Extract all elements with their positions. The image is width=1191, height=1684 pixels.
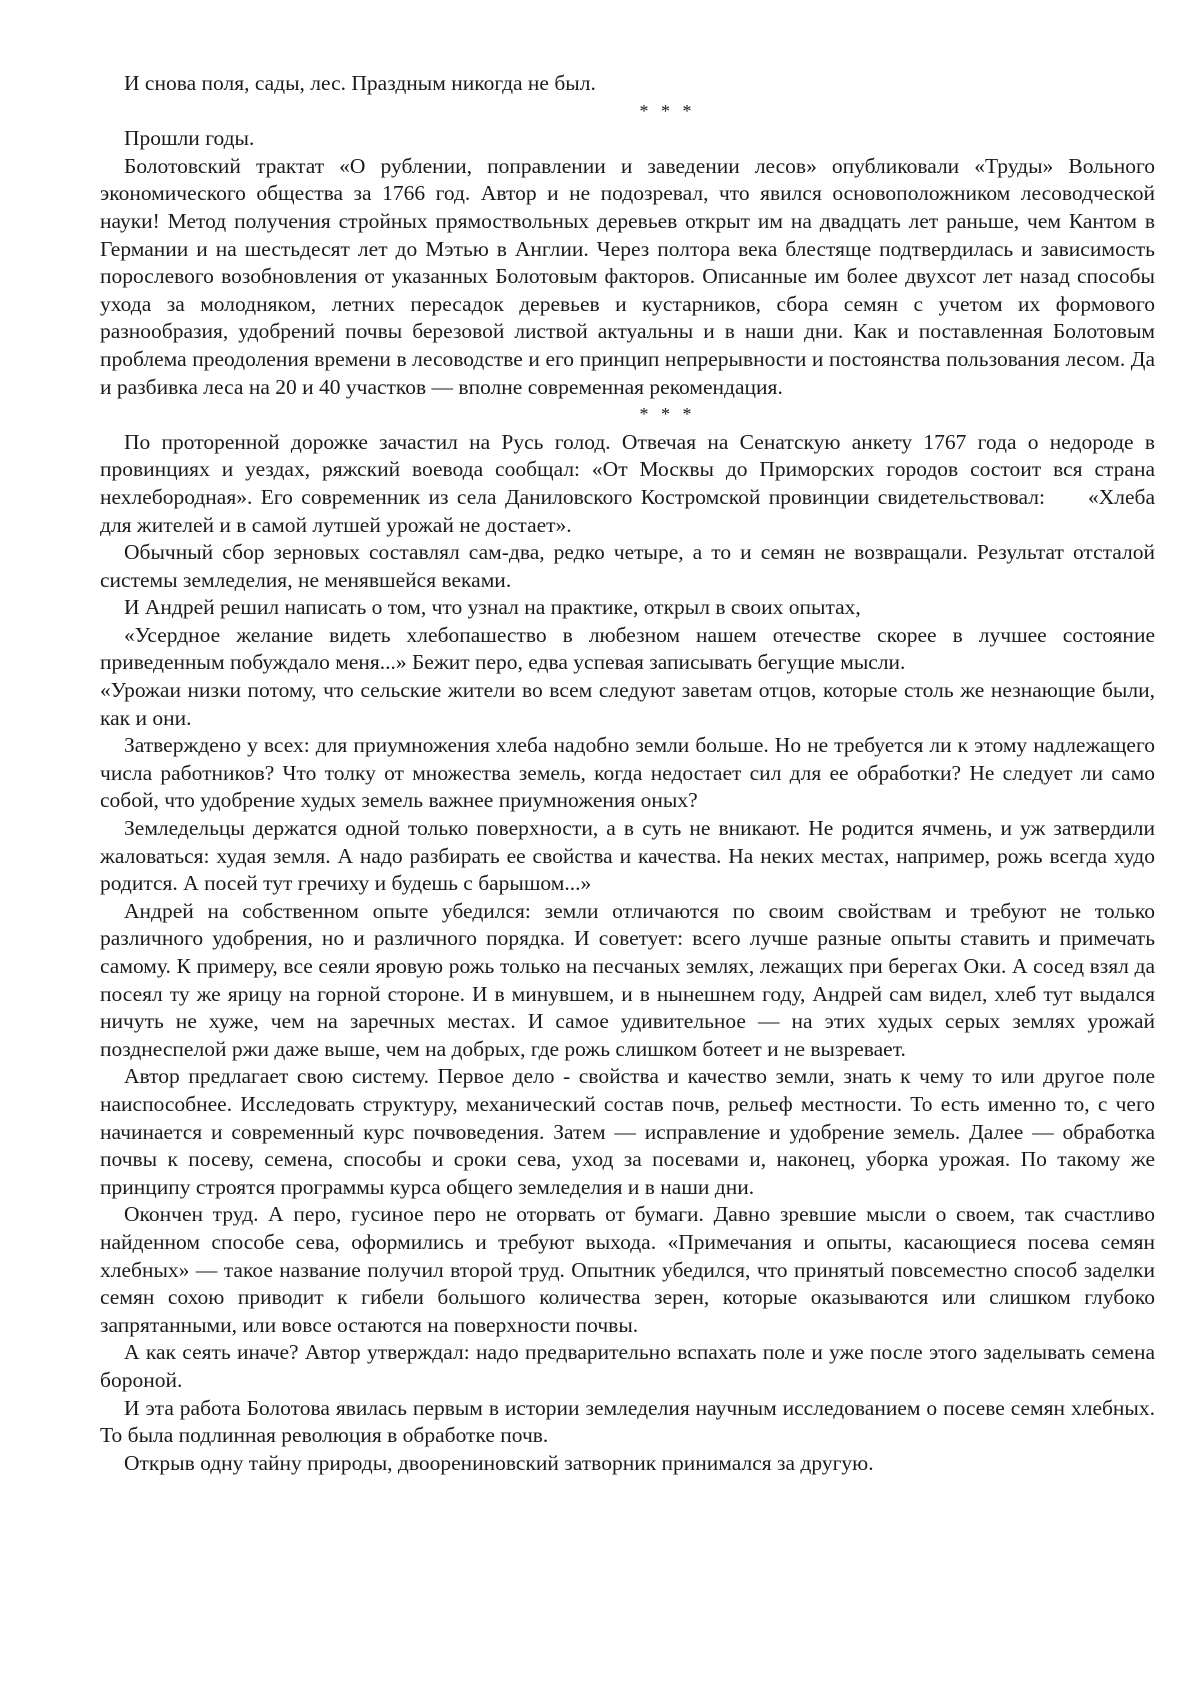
paragraph: Окончен труд. А перо, гусиное перо не оторвать от бумаги. Давно зревшие мысли о своем, так счастливо найденном способе сева, оформились и требуют выхода. «Примечания и опыты, касающиеся посева семян хлебных» — такое название получил второй труд. Опытник убедился, что принятый повсеместно способ заделки семян сохою приводит к гибели большого количества зерен, которые оказываются или слишком глубоко запрятанными, или вовсе остаются на поверхности почвы. xyxy=(100,1202,1155,1337)
paragraph: Открыв одну тайну природы, двоорениновский затворник принимался за другую. xyxy=(124,1450,874,1475)
paragraph: И эта работа Болотова явилась первым в истории земледелия научным исследованием о посеве семян хлебных. То была подлинная революция в обработке почв. xyxy=(100,1395,1155,1448)
section-separator: * * * xyxy=(639,100,696,121)
paragraph: Земледельцы держатся одной только поверхности, а в суть не вникают. Не родится ячмень, и уж затвердили жаловаться: худая земля. А надо разбирать ее свойства и качества. На неких местах, например, рожь всегда худо родится. А посей тут гречиху и будешь с барышом...» xyxy=(100,816,1155,896)
section-separator: * * * xyxy=(639,404,696,425)
paragraph: Обычный сбор зерновых составлял сам-два, редко четыре, а то и семян не возвращали. Результат отсталой системы земледелия, не менявшейся веками. xyxy=(100,540,1155,592)
paragraph: Андрей на собственном опыте убедился: земли отличаются по своим свойствам и требуют не только различного удобрения, но и различного порядка. И советует: всего лучше разные опыты ставить и примечать самому. К примеру, все сеяли яровую рожь только на песчаных землях, лежащих при берегах Оки. А сосед взял да посеял ту же ярицу на горной стороне. И в минувшем, и в нынешнем году, Андрей сам видел, хлеб тут выдался ничуть не хуже, чем на заречных местах. И самое удивительное — на этих худых серых землях урожай позднеспелой ржи даже выше, чем на добрых, где рожь слишком ботеет и не вызревает. xyxy=(100,898,1155,1061)
paragraph: По проторенной дорожке зачастил на Русь голод. Отвечая на Сенатскую анкету 1767 года о недороде в провинциях и уездах, ряжский воевода сообщал: «От Москвы до Приморских городов состоит вся страна нехлебородная». Его современник из села Даниловского Костромской провинции свидетельствовал: «Хлеба для жителей и в самой лутшей урожай не достает». xyxy=(100,429,1155,537)
paragraph: «Урожаи низки потому, что сельские жители во всем следуют заветам отцов, которые столь же незнающие были, как и они. xyxy=(100,678,1155,730)
paragraph: Прошли годы. xyxy=(124,126,255,151)
paragraph: Затверждено у всех: для приумножения хлеба надобно земли больше. Но не требуется ли к этому надлежащего числа работников? Что толку от множества земель, когда недостает сил для ее обработки? Не следует ли само собой, что удобрение худых земель важнее приумножения оных? xyxy=(100,733,1155,813)
document-page xyxy=(100,70,1155,1477)
paragraph: Автор предлагает свою систему. Первое дело - свойства и качество земли, знать к чему то или другое поле наиспособнее. Исследовать структуру, механический состав почв, рельеф местности. То есть именно то, с чего начинается и современный курс почвоведения. Затем — исправление и удобрение земель. Далее — обработка почвы к посеву, семена, способы и сроки сева, уход за посевами и, наконец, уборка урожая. По такому же принципу строятся программы курса общего земледелия и в наши дни. xyxy=(100,1064,1155,1199)
paragraph: Болотовский трактат «О рублении, поправлении и заведении лесов» опубликовали «Труды» Вольного экономического общества за 1766 год. Автор и не подозревал, что явился основоположником лесоводческой науки! Метод получения стройных прямоствольных деревьев открыт им на двадцать лет раньше, чем Кантом в Германии и на шестьдесят лет до Мэтью в Англии. Через полтора века блестяще подтвердилась и зависимость порослевого возобновления от указанных Болотовым факторов. Описанные им более двухсот лет назад способы ухода за молодняком, летних пересадок деревьев и кустарников, сбора семян с учетом их формового разнообразия, удобрений почвы березовой листвой актуальны и в наши дни. Как и поставленная Болотовым проблема преодоления времени в лесоводстве и его принцип непрерывности и постоянства пользования лесом. Да и разбивка леса на 20 и 40 участков — вполне современная рекомендация. xyxy=(100,153,1155,399)
paragraph: «Усердное желание видеть хлебопашество в любезном нашем отечестве скорее в лучшее состояние приведенным побуждало меня...» Бежит перо, едва успевая записывать бегущие мысли. xyxy=(100,622,1155,675)
paragraph: А как сеять иначе? Автор утверждал: надо предварительно вспахать поле и уже после этого заделывать семена бороной. xyxy=(100,1340,1155,1392)
paragraph: И снова поля, сады, лес. Праздным никогда не был. xyxy=(124,71,596,95)
paragraph: И Андрей решил написать о том, что узнал на практике, открыл в своих опытах, xyxy=(124,595,861,620)
